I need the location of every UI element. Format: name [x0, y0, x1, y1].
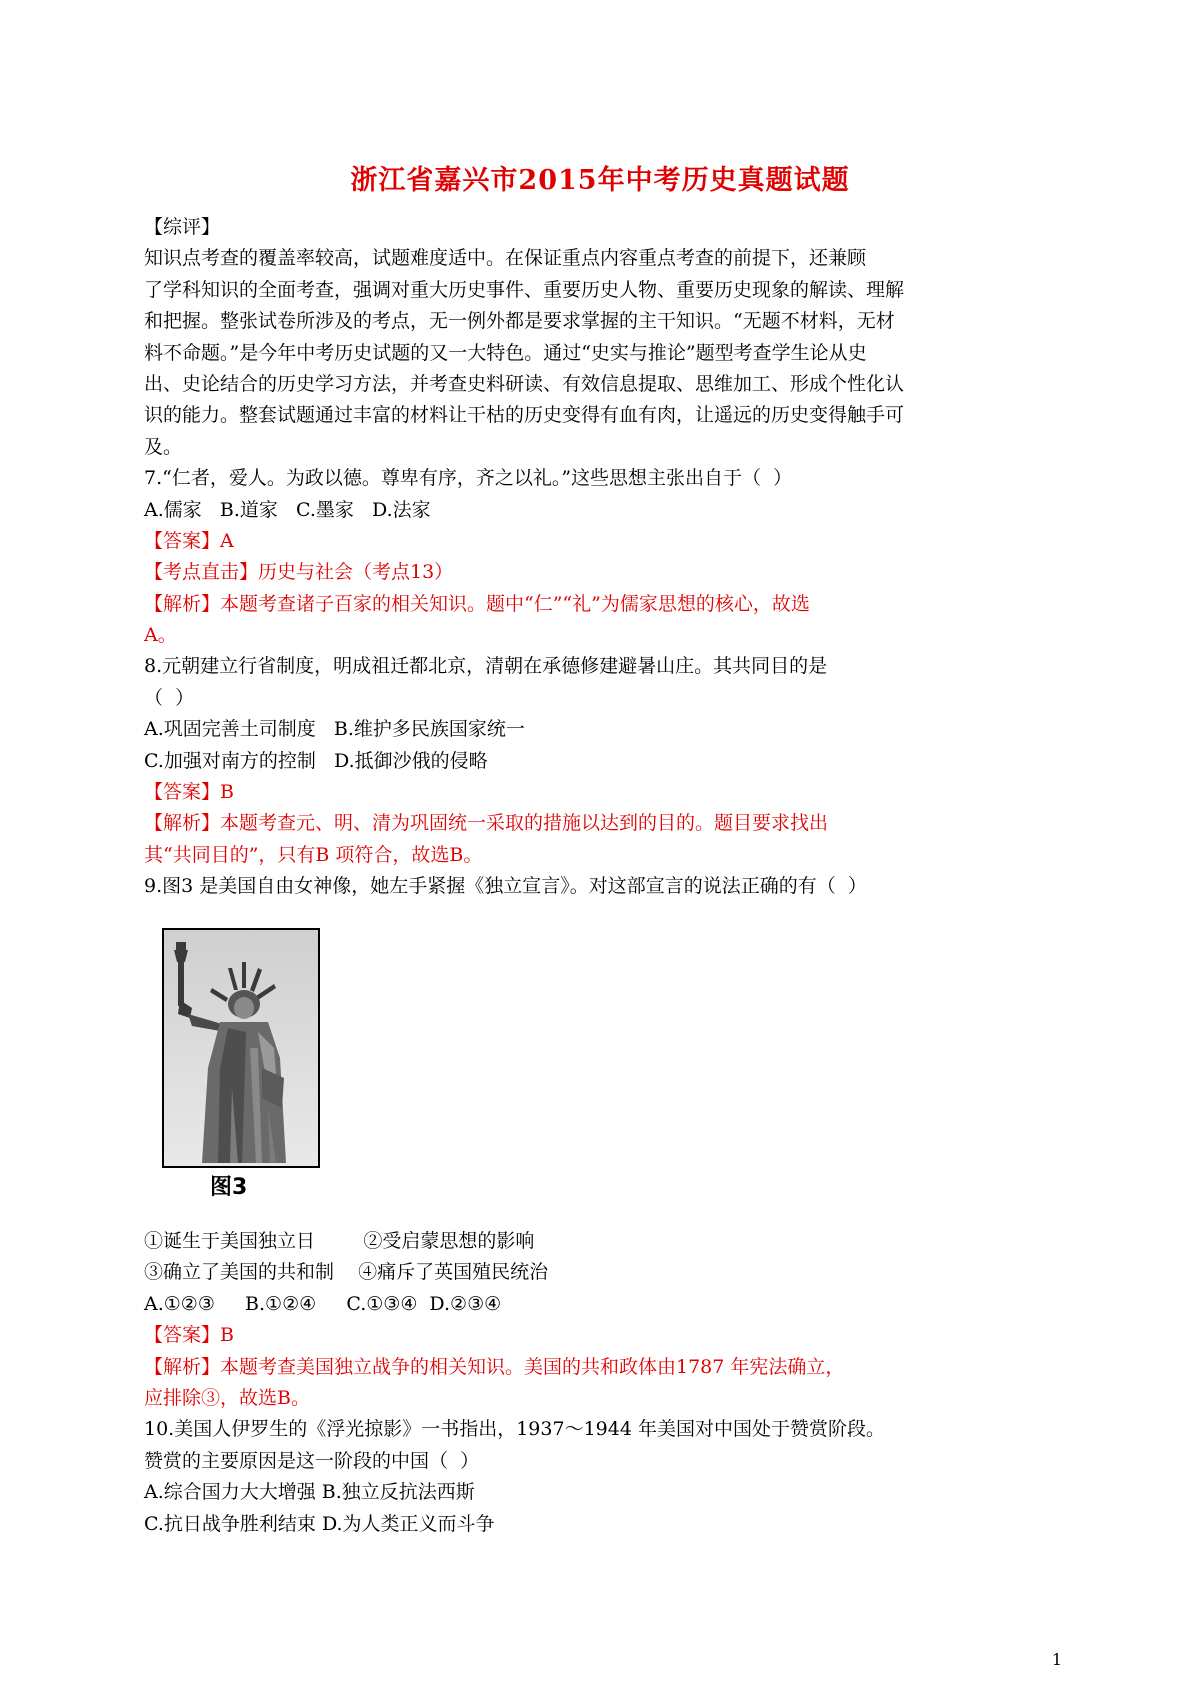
document-body-lower [144, 1226, 1044, 1540]
review-line: 出、史论结合的历史学习方法，并考查史料研读、有效信息提取、思维加工、形成个性化认 [144, 372, 905, 395]
q9-answer: 【答案】B [144, 1324, 234, 1347]
review-heading: 【综评】 [144, 216, 221, 238]
q9-stem: 9.图3 是美国自由女神像，她左手紧握《独立宣言》。对这部宣言的说法正确的有（ ） [144, 875, 867, 898]
statue-of-liberty-figure [162, 928, 320, 1168]
review-line: 料不命题。”是今年中考历史试题的又一大特色。通过“史实与推论”题型考查学生论从史 [144, 341, 867, 364]
q10-stem: 10.美国人伊罗生的《浮光掠影》一书指出，1937～1944 年美国对中国处于赞赏阶段。 [144, 1418, 885, 1441]
q8-stem: （ ） [144, 686, 195, 709]
page-title: 浙江省嘉兴市2015年中考历史真题试题 [350, 165, 850, 196]
q8-answer: 【答案】B [144, 781, 234, 804]
q7-options: A.儒家 B.道家 C.墨家 D.法家 [144, 498, 431, 521]
q8-options: C.加强对南方的控制 D.抵御沙俄的侵略 [144, 749, 488, 772]
figure-caption: 图3 [210, 1175, 248, 1200]
review-line: 识的能力。整套试题通过丰富的材料让干枯的历史变得有血有肉，让遥远的历史变得触手可 [144, 404, 905, 427]
review-line: 及。 [144, 435, 183, 458]
q9-options: A.①②③ B.①②④ C.①③④ D.②③④ [144, 1292, 502, 1315]
q8-options: A.巩固完善土司制度 B.维护多民族国家统一 [144, 718, 525, 741]
q10-stem: 赞赏的主要原因是这一阶段的中国（ ） [144, 1449, 480, 1472]
q9-analysis: 应排除③，故选B。 [144, 1386, 310, 1409]
q10-options: C.抗日战争胜利结束 D.为人类正义而斗争 [144, 1512, 495, 1535]
q7-answer: 【答案】A [144, 529, 234, 552]
q7-analysis: 【解析】本题考查诸子百家的相关知识。题中“仁”“礼”为儒家思想的核心，故选 [144, 592, 810, 615]
review-line: 了学科知识的全面考查，强调对重大历史事件、重要历史人物、重要历史现象的解读、理解 [144, 278, 905, 301]
q9-items: ①诞生于美国独立日 ②受启蒙思想的影响 [144, 1230, 535, 1252]
q8-analysis: 其“共同目的”，只有B 项符合，故选B。 [144, 843, 483, 866]
q8-stem: 8.元朝建立行省制度，明成祖迁都北京，清朝在承德修建避暑山庄。其共同目的是 [144, 655, 828, 678]
q8-analysis: 【解析】本题考查元、明、清为巩固统一采取的措施以达到的目的。题目要求找出 [144, 812, 829, 835]
page-number: 1 [1051, 1650, 1062, 1669]
q10-options: A.综合国力大大增强 B.独立反抗法西斯 [144, 1481, 475, 1504]
q9-items: ③确立了美国的共和制 ④痛斥了英国殖民统治 [144, 1261, 549, 1284]
q7-analysis: A。 [144, 624, 177, 647]
q9-analysis: 【解析】本题考查美国独立战争的相关知识。美国的共和政体由1787 年宪法确立， [144, 1355, 845, 1378]
statue-of-liberty-image [162, 928, 320, 1168]
review-line: 和把握。整张试卷所涉及的考点，无一例外都是要求掌握的主干知识。“无题不材料，无材 [144, 310, 895, 333]
q7-stem: 7.“仁者，爱人。为政以德。尊卑有序，齐之以礼。”这些思想主张出自于（ ） [144, 467, 793, 490]
review-line: 知识点考查的覆盖率较高，试题难度适中。在保证重点内容重点考查的前提下，还兼顾 [144, 247, 867, 270]
document-body-upper [144, 212, 1044, 903]
q7-point: 【考点直击】历史与社会（考点13） [144, 561, 454, 584]
